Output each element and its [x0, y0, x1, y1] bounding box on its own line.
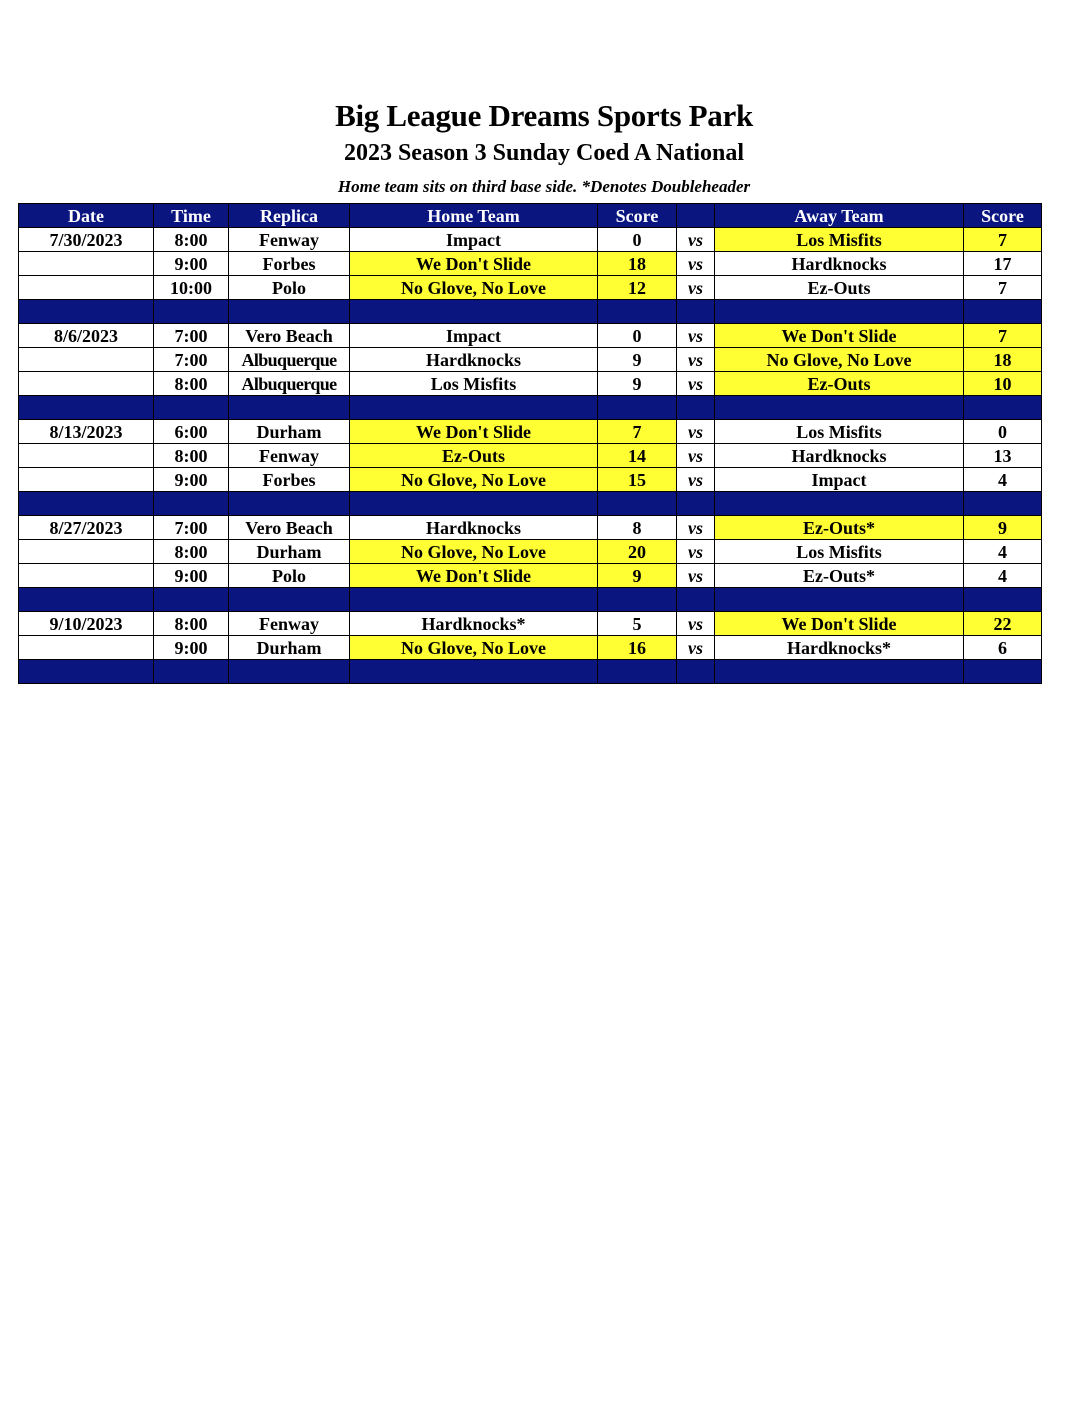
- game-date: 7/30/2023: [19, 228, 154, 252]
- page-title: Big League Dreams Sports Park: [335, 98, 753, 133]
- home-team: Hardknocks: [350, 348, 598, 372]
- home-team: No Glove, No Love: [350, 468, 598, 492]
- vs-label: vs: [677, 276, 715, 300]
- game-replica: Polo: [229, 276, 350, 300]
- header-away-score: Score: [964, 204, 1042, 228]
- game-date: [19, 372, 154, 396]
- separator-row: [19, 588, 1042, 612]
- away-score: 0: [964, 420, 1042, 444]
- home-team: No Glove, No Love: [350, 636, 598, 660]
- game-date: [19, 252, 154, 276]
- game-replica: Vero Beach: [229, 324, 350, 348]
- game-replica: Durham: [229, 540, 350, 564]
- home-team: We Don't Slide: [350, 252, 598, 276]
- separator-cell: [715, 660, 964, 684]
- game-time: 9:00: [154, 636, 229, 660]
- home-team: Hardknocks*: [350, 612, 598, 636]
- home-score: 7: [598, 420, 677, 444]
- vs-label: vs: [677, 348, 715, 372]
- separator-cell: [677, 660, 715, 684]
- vs-label: vs: [677, 636, 715, 660]
- away-score: 17: [964, 252, 1042, 276]
- game-row: [19, 636, 1042, 660]
- separator-row: [19, 396, 1042, 420]
- away-score: 4: [964, 564, 1042, 588]
- separator-cell: [598, 300, 677, 324]
- game-replica: Durham: [229, 636, 350, 660]
- home-score: 0: [598, 228, 677, 252]
- header-away-team: Away Team: [715, 204, 964, 228]
- separator-cell: [598, 588, 677, 612]
- game-row: [19, 516, 1042, 540]
- away-team: Los Misfits: [715, 540, 964, 564]
- schedule-table: [18, 203, 1042, 684]
- game-replica: Fenway: [229, 612, 350, 636]
- game-replica: Forbes: [229, 468, 350, 492]
- game-time: 8:00: [154, 444, 229, 468]
- separator-cell: [350, 588, 598, 612]
- vs-label: vs: [677, 444, 715, 468]
- game-time: 7:00: [154, 516, 229, 540]
- header-date: Date: [19, 204, 154, 228]
- separator-cell: [598, 492, 677, 516]
- header-row: [19, 204, 1042, 228]
- separator-cell: [154, 660, 229, 684]
- game-row: [19, 612, 1042, 636]
- separator-cell: [19, 588, 154, 612]
- game-replica: Albuquerque: [229, 348, 350, 372]
- game-date: [19, 564, 154, 588]
- separator-cell: [229, 396, 350, 420]
- separator-cell: [677, 300, 715, 324]
- header-vs: [677, 204, 715, 228]
- separator-cell: [229, 660, 350, 684]
- separator-cell: [19, 396, 154, 420]
- away-score: 10: [964, 372, 1042, 396]
- away-team: No Glove, No Love: [715, 348, 964, 372]
- separator-cell: [964, 492, 1042, 516]
- page-subtitle: 2023 Season 3 Sunday Coed A National: [343, 140, 745, 166]
- away-score: 4: [964, 468, 1042, 492]
- separator-cell: [715, 588, 964, 612]
- game-row: [19, 276, 1042, 300]
- away-team: Ez-Outs*: [715, 564, 964, 588]
- home-score: 15: [598, 468, 677, 492]
- vs-label: vs: [677, 540, 715, 564]
- game-time: 8:00: [154, 372, 229, 396]
- vs-label: vs: [677, 564, 715, 588]
- game-date: [19, 468, 154, 492]
- home-score: 9: [598, 348, 677, 372]
- game-time: 9:00: [154, 468, 229, 492]
- game-date: [19, 276, 154, 300]
- vs-label: vs: [677, 228, 715, 252]
- separator-cell: [598, 660, 677, 684]
- separator-cell: [19, 300, 154, 324]
- home-team: Impact: [350, 324, 598, 348]
- game-time: 6:00: [154, 420, 229, 444]
- separator-cell: [154, 396, 229, 420]
- header-time: Time: [154, 204, 229, 228]
- home-team: Impact: [350, 228, 598, 252]
- separator-cell: [350, 396, 598, 420]
- away-score: 7: [964, 228, 1042, 252]
- game-row: [19, 348, 1042, 372]
- game-row: [19, 372, 1042, 396]
- game-date: [19, 540, 154, 564]
- game-time: 7:00: [154, 348, 229, 372]
- away-team: We Don't Slide: [715, 612, 964, 636]
- game-replica: Fenway: [229, 444, 350, 468]
- separator-cell: [598, 396, 677, 420]
- separator-cell: [350, 300, 598, 324]
- game-date: [19, 348, 154, 372]
- home-score: 20: [598, 540, 677, 564]
- game-replica: Albuquerque: [229, 372, 350, 396]
- vs-label: vs: [677, 420, 715, 444]
- home-score: 8: [598, 516, 677, 540]
- game-time: 9:00: [154, 564, 229, 588]
- vs-label: vs: [677, 324, 715, 348]
- game-time: 8:00: [154, 612, 229, 636]
- header-home-team: Home Team: [350, 204, 598, 228]
- game-date: 8/27/2023: [19, 516, 154, 540]
- game-date: 8/13/2023: [19, 420, 154, 444]
- header-replica: Replica: [229, 204, 350, 228]
- game-time: 10:00: [154, 276, 229, 300]
- game-row: [19, 444, 1042, 468]
- away-score: 6: [964, 636, 1042, 660]
- home-score: 12: [598, 276, 677, 300]
- home-score: 9: [598, 372, 677, 396]
- game-replica: Durham: [229, 420, 350, 444]
- separator-cell: [229, 588, 350, 612]
- away-team: Los Misfits: [715, 228, 964, 252]
- game-row: [19, 540, 1042, 564]
- home-team: We Don't Slide: [350, 420, 598, 444]
- vs-label: vs: [677, 516, 715, 540]
- home-score: 9: [598, 564, 677, 588]
- separator-cell: [229, 492, 350, 516]
- separator-cell: [350, 492, 598, 516]
- away-score: 18: [964, 348, 1042, 372]
- away-score: 9: [964, 516, 1042, 540]
- game-row: [19, 252, 1042, 276]
- game-replica: Fenway: [229, 228, 350, 252]
- game-time: 9:00: [154, 252, 229, 276]
- game-date: 9/10/2023: [19, 612, 154, 636]
- separator-cell: [19, 492, 154, 516]
- separator-cell: [677, 396, 715, 420]
- vs-label: vs: [677, 468, 715, 492]
- home-score: 14: [598, 444, 677, 468]
- game-date: [19, 636, 154, 660]
- separator-cell: [964, 396, 1042, 420]
- home-team: We Don't Slide: [350, 564, 598, 588]
- game-time: 8:00: [154, 228, 229, 252]
- separator-cell: [19, 660, 154, 684]
- separator-cell: [715, 492, 964, 516]
- vs-label: vs: [677, 372, 715, 396]
- away-team: Ez-Outs*: [715, 516, 964, 540]
- separator-cell: [677, 492, 715, 516]
- separator-cell: [154, 588, 229, 612]
- vs-label: vs: [677, 612, 715, 636]
- home-team: No Glove, No Love: [350, 276, 598, 300]
- away-team: Ez-Outs: [715, 372, 964, 396]
- away-team: Hardknocks: [715, 252, 964, 276]
- away-team: Los Misfits: [715, 420, 964, 444]
- separator-cell: [715, 300, 964, 324]
- away-score: 22: [964, 612, 1042, 636]
- home-team: Hardknocks: [350, 516, 598, 540]
- separator-row: [19, 492, 1042, 516]
- separator-cell: [154, 300, 229, 324]
- home-score: 18: [598, 252, 677, 276]
- game-time: 8:00: [154, 540, 229, 564]
- game-replica: Vero Beach: [229, 516, 350, 540]
- away-team: Ez-Outs: [715, 276, 964, 300]
- schedule-note: Home team sits on third base side. *Denotes Doubleheader: [337, 177, 751, 196]
- away-team: We Don't Slide: [715, 324, 964, 348]
- home-team: No Glove, No Love: [350, 540, 598, 564]
- separator-row: [19, 660, 1042, 684]
- separator-cell: [715, 396, 964, 420]
- separator-cell: [677, 588, 715, 612]
- separator-cell: [964, 588, 1042, 612]
- home-score: 0: [598, 324, 677, 348]
- game-row: [19, 564, 1042, 588]
- game-row: [19, 468, 1042, 492]
- away-team: Hardknocks: [715, 444, 964, 468]
- away-score: 7: [964, 276, 1042, 300]
- separator-cell: [229, 300, 350, 324]
- home-score: 5: [598, 612, 677, 636]
- game-row: [19, 324, 1042, 348]
- schedule-body: [19, 228, 1042, 684]
- game-date: 8/6/2023: [19, 324, 154, 348]
- game-row: [19, 420, 1042, 444]
- game-replica: Forbes: [229, 252, 350, 276]
- game-replica: Polo: [229, 564, 350, 588]
- separator-cell: [154, 492, 229, 516]
- game-time: 7:00: [154, 324, 229, 348]
- away-team: Impact: [715, 468, 964, 492]
- game-row: [19, 228, 1042, 252]
- header-home-score: Score: [598, 204, 677, 228]
- away-team: Hardknocks*: [715, 636, 964, 660]
- away-score: 7: [964, 324, 1042, 348]
- away-score: 13: [964, 444, 1042, 468]
- home-score: 16: [598, 636, 677, 660]
- separator-cell: [964, 660, 1042, 684]
- away-score: 4: [964, 540, 1042, 564]
- separator-cell: [350, 660, 598, 684]
- home-team: Ez-Outs: [350, 444, 598, 468]
- vs-label: vs: [677, 252, 715, 276]
- separator-cell: [964, 300, 1042, 324]
- home-team: Los Misfits: [350, 372, 598, 396]
- separator-row: [19, 300, 1042, 324]
- game-date: [19, 444, 154, 468]
